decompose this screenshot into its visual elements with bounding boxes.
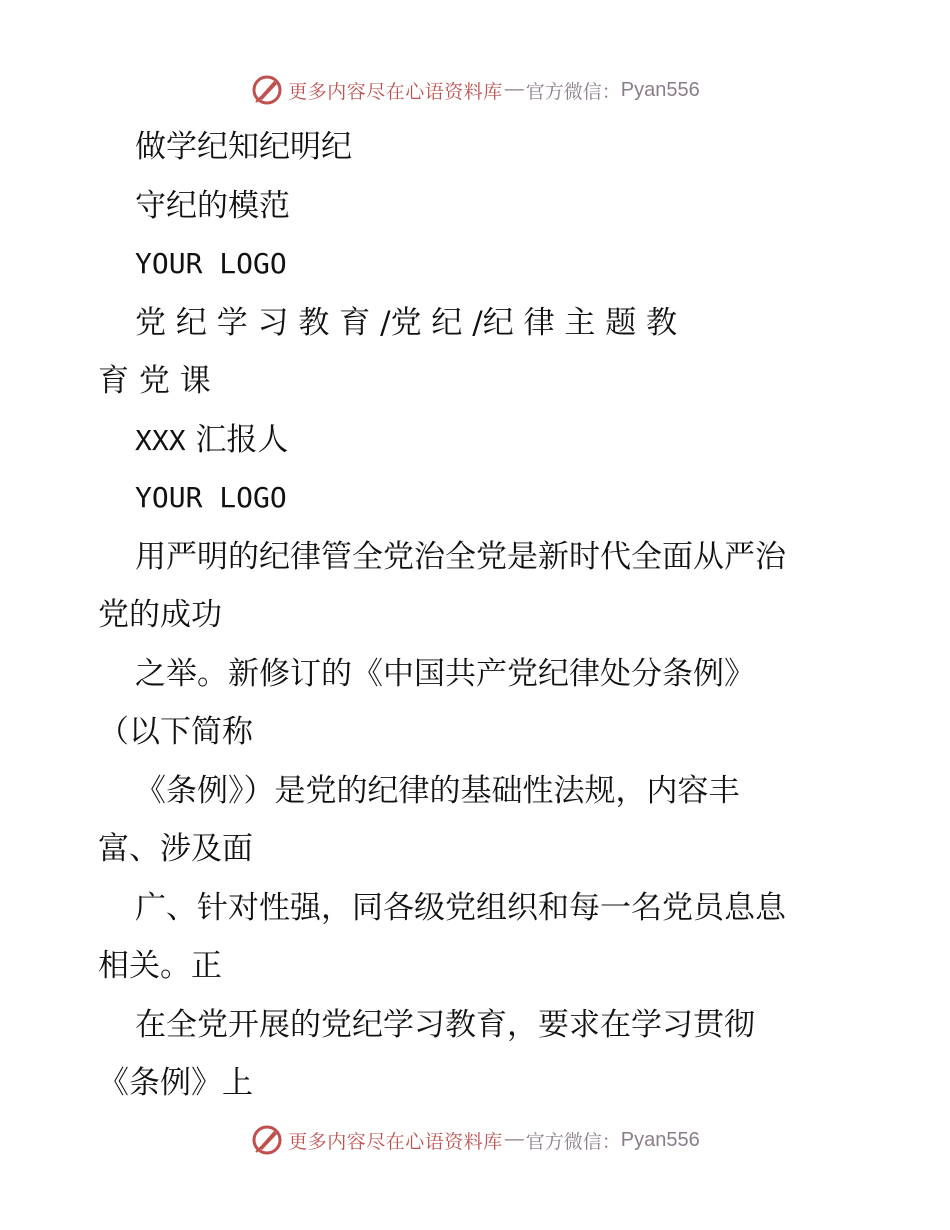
title-line-2: 守纪的模范 (135, 187, 290, 224)
subtitle-line-1: 党 纪 学 习 教 育 /党 纪 /纪 律 主 题 教 (135, 304, 678, 341)
banner-wechat-label: 官方微信： (525, 80, 621, 103)
footer-banner (0, 1120, 950, 1160)
presenter-name: XXX (135, 423, 186, 457)
paragraph-line: 相关。正 (98, 948, 222, 984)
feather-quill-icon (250, 1123, 284, 1157)
banner-dash: — (504, 79, 524, 100)
banner-wechat-label: 官方微信： (525, 1130, 621, 1153)
banner-text: 更多内容尽在心语资料库 (288, 80, 503, 103)
banner-dash: — (504, 1129, 524, 1150)
banner-wechat-id: Pyan556 (620, 1128, 700, 1151)
paragraph-line: 广、针对性强，同各级党组织和每一名党员息息 (135, 889, 786, 926)
banner-wechat-id: Pyan556 (620, 78, 700, 101)
presenter-label: 汇报人 (185, 421, 289, 458)
paragraph-line: （以下简称 (98, 714, 253, 750)
banner-text: 更多内容尽在心语资料库 (288, 1130, 503, 1153)
subtitle-line-2: 育 党 课 (98, 363, 211, 399)
paragraph-line: 用严明的纪律管全党治全党是新时代全面从严治 (135, 538, 786, 575)
feather-quill-icon (250, 73, 284, 107)
paragraph-line: 《条例》）是党的纪律的基础性法规，内容丰 (135, 772, 740, 809)
document-body (98, 118, 858, 1113)
paragraph-line: 之举。新修订的《中国共产党纪律处分条例》 (135, 655, 755, 692)
paragraph-line: 富、涉及面 (98, 831, 253, 867)
paragraph-line: 党的成功 (98, 597, 222, 633)
paragraph-line: 《条例》上 (98, 1065, 253, 1101)
paragraph-line: 在全党开展的党纪学习教育，要求在学习贯彻 (135, 1006, 755, 1043)
header-banner (0, 70, 950, 110)
title-line-1: 做学纪知纪明纪 (135, 129, 352, 165)
logo-placeholder-text-2: YOUR LOGO (135, 481, 287, 514)
presenter-line (98, 411, 858, 470)
logo-placeholder-text: YOUR LOGO (135, 247, 287, 280)
